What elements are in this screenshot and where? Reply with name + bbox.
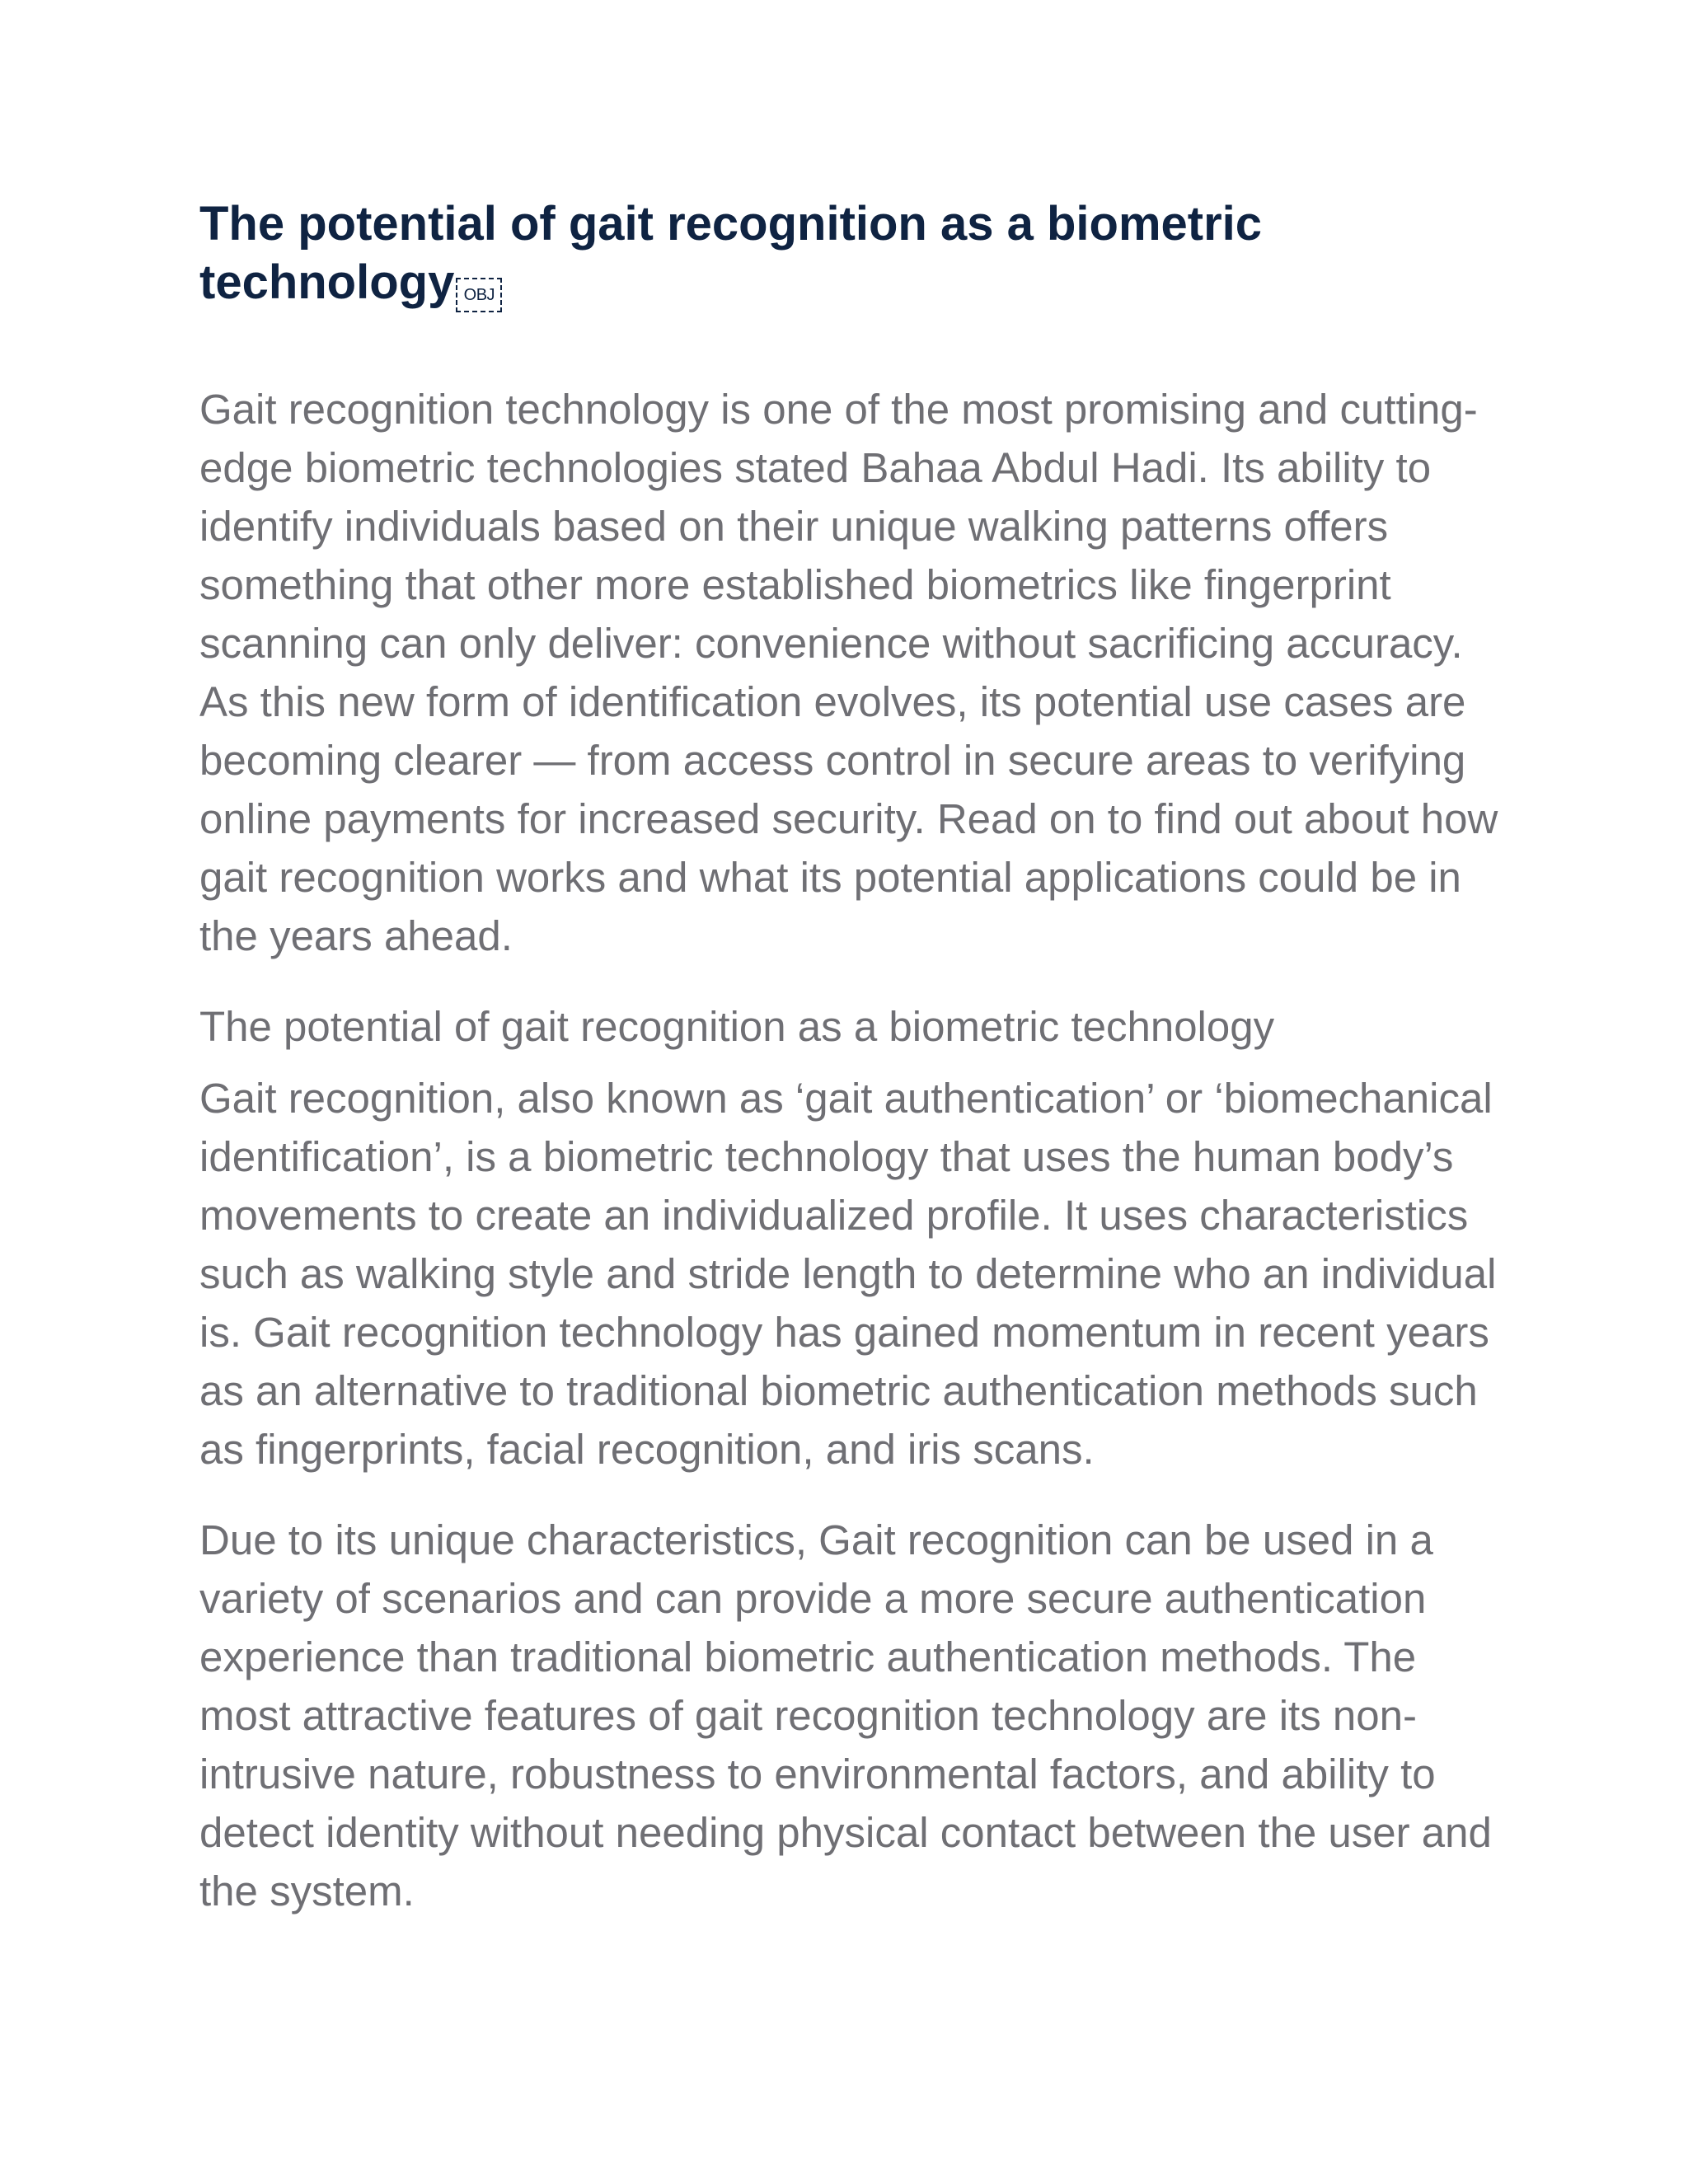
definition-paragraph: Gait recognition, also known as ‘gait authentication’ or ‘biomechanical identification’, is a biometric technology that uses the human body’s movements to create an individualized profile. It uses characteristics such as walking style and stride length to determine who an individual is. Gait recognition technology has gained momentum in recent years as an alternative to traditional biometric authentication methods such as fingerprints, facial recognition, and iris scans. xyxy=(199,1075,1497,1473)
section-subheading: The potential of gait recognition as a biometric technology xyxy=(199,1003,1275,1050)
article-title xyxy=(199,194,1353,312)
intro-paragraph: Gait recognition technology is one of the most promising and cutting-edge biometric technologies stated Bahaa Abdul Hadi. Its ability to identify individuals based on their unique walking patterns offers something that other more established biometrics like fingerprint scanning can only deliver: convenience without sacrificing accuracy. As this new form of identification evolves, its potential use cases are becoming clearer — from access control in secure areas to verifying online payments for increased security. Read on to find out about how gait recognition works and what its potential applications could be in the years ahead. xyxy=(199,386,1498,959)
article-title-text: The potential of gait recognition as a biometric technology xyxy=(199,197,1263,309)
advantages-paragraph: Due to its unique characteristics, Gait recognition can be used in a variety of scenarios and can provide a more secure authentication experience than traditional biometric authentication methods. The most attractive features of gait recognition technology are its non-intrusive nature, robustness to environmental factors, and ability to detect identity without needing physical contact between the user and the system. xyxy=(199,1516,1492,1915)
article-body xyxy=(199,194,1502,1920)
object-placeholder-icon: OBJ xyxy=(456,278,502,312)
